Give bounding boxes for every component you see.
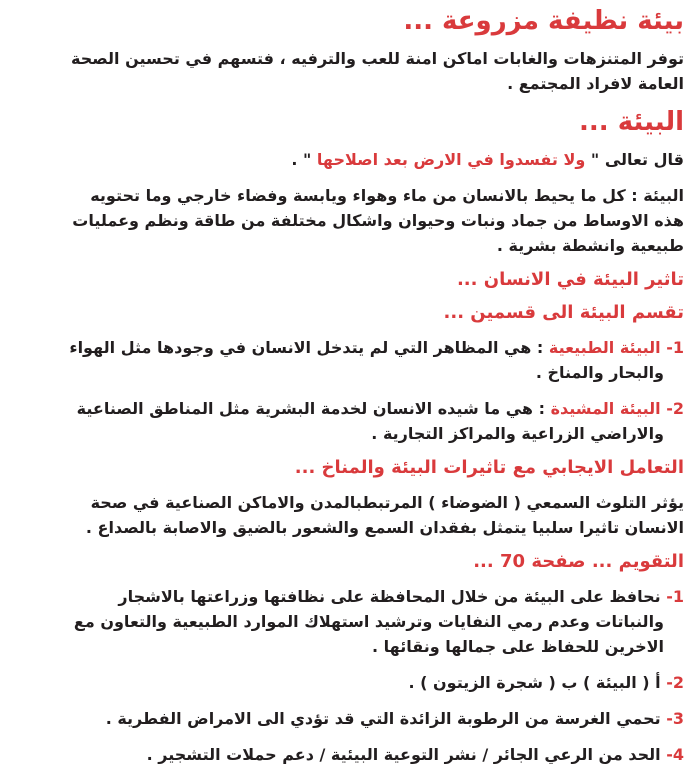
env-type-natural-label: 1- البيئة الطبيعية [548,338,684,357]
noise-pollution-paragraph: يؤثر التلوث السمعي ( الضوضاء ) المرتبطبالمدن والاماكن الصناعية في صحة الانسان تاثيرا سلبيا يتمثل بفقدان السمع والشعور بالضيق والاصابة بالصداع . [85,493,684,537]
intro-paragraph: توفر المتنزهات والغابات اماكن امنة للعب والترفيه ، فتسهم في تحسين الصحة العامة لافراد المجتمع . [71,49,684,93]
subheading-impact-on-human: تاثير البيئة في الانسان ... [456,269,684,290]
section-heading-environment: البيئة ... [579,107,684,137]
subheading-positive-dealing: التعامل الايجابي مع تاثيرات البيئة والمناخ ... [294,457,684,478]
assessment-answer-1-text: نحافظ على البيئة من خلال المحافظة على نظافتها وزراعتها بالاشجار والنباتات وعدم رمي النفايات وترشيد استهلاك الموارد الطبيعية والتعاون مع الاخرين للحفاظ على جمالها ونقائها . [73,587,664,656]
verse-quote: ولا تفسدوا في الارض بعد اصلاحها [316,150,586,169]
subheading-assessment-page-70: التقويم ... صفحة 70 ... [473,551,684,572]
verse-suffix: " . [291,150,317,169]
env-type-built-label: 2- البيئة المشيدة [550,399,684,418]
assessment-answer-1 [12,584,684,659]
assessment-answer-2 [12,670,684,695]
assessment-answer-4-text: الحد من الرعي الجائر / نشر التوعية البيئية / دعم حملات التشجير . [146,745,661,764]
env-type-built-text: : هي ما شيده الانسان لخدمة البشرية مثل المناطق الصناعية والاراضي الزراعية والمراكز التجارية . [76,399,664,443]
assessment-answer-4-number: 4- [666,745,684,764]
verse-prefix: قال تعالى " [585,150,684,169]
assessment-answer-3-text: تحمي الغرسة من الرطوبة الزائدة التي قد تؤدي الى الامراض الفطرية . [105,709,661,728]
env-type-natural-text: : هي المظاهر التي لم يتدخل الانسان في وجودها مثل الهواء والبحار والمناخ . [69,338,664,382]
assessment-answer-4 [12,742,684,767]
assessment-answer-2-text: أ ( البيئة ) ب ( شجرة الزيتون ) . [408,673,661,692]
page-title: بيئة نظيفة مزروعة ... [403,6,684,36]
assessment-answer-3-number: 3- [666,709,684,728]
env-type-natural [12,335,684,385]
env-type-built [12,396,684,446]
assessment-answer-1-number: 1- [666,587,684,606]
environment-definition: البيئة : كل ما يحيط بالانسان من ماء وهواء ويابسة وفضاء خارجي وما تحتويه هذه الاوساط من جماد ونبات وحيوان واشكال مختلفة من طاقة ونظم وعمليات طبيعية وانشطة بشرية . [72,186,684,255]
subheading-environment-types: تقسم البيئة الى قسمين ... [443,302,684,323]
assessment-answer-2-number: 2- [666,673,684,692]
quran-verse-line [12,147,684,172]
assessment-answer-3 [12,706,684,731]
